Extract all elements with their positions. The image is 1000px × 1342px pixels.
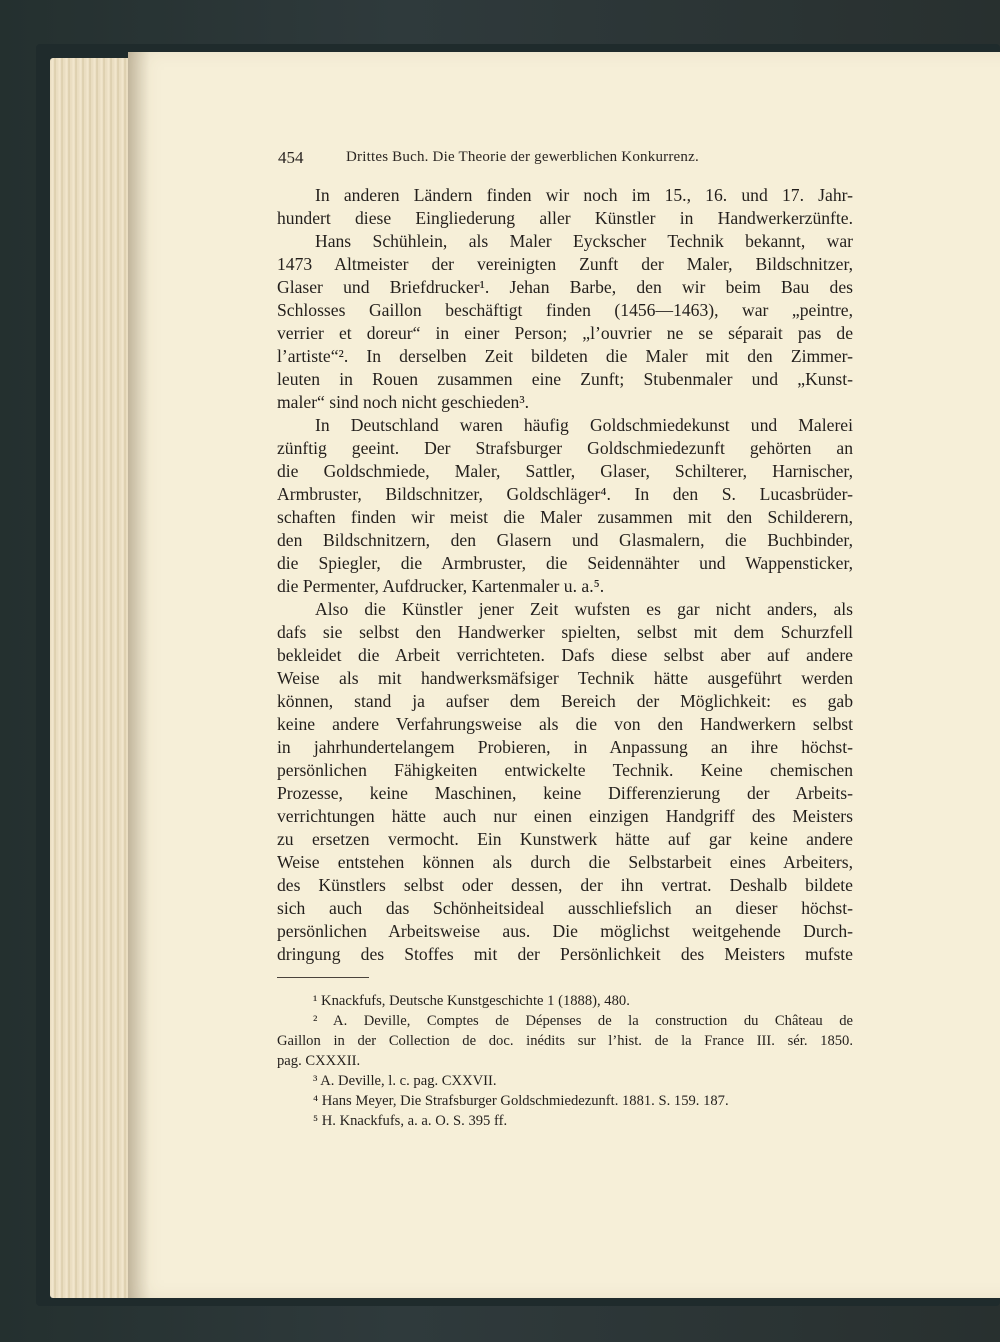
- text-line: Also die Künstler jener Zeit wufsten es gar nicht anders, als: [315, 599, 853, 619]
- footnote-line: ⁵ H. Knackfufs, a. a. O. S. 395 ff.: [313, 1113, 508, 1129]
- text-line: können, stand ja aufser dem Bereich der Möglichkeit: es gab: [277, 691, 853, 711]
- footnote-line: ¹ Knackfufs, Deutsche Kunstgeschichte 1 (1888), 480.: [313, 993, 630, 1009]
- text-line: leuten in Rouen zusammen eine Zunft; Stubenmaler und „Kunst-: [277, 369, 853, 389]
- footnote-line: ⁴ Hans Meyer, Die Strafsburger Goldschmiedezunft. 1881. S. 159. 187.: [313, 1093, 729, 1109]
- text-line: maler“ sind noch nicht geschieden³.: [277, 392, 529, 412]
- text-line: bekleidet die Arbeit verrichteten. Dafs diese selbst aber auf andere: [277, 645, 853, 665]
- text-line: hundert diese Eingliederung aller Künstler in Handwerkerzünfte.: [277, 208, 853, 228]
- running-title: Drittes Buch. Die Theorie der gewerblichen Konkurrenz.: [346, 149, 699, 165]
- text-line: Weise als mit handwerksmäfsiger Technik hätte ausgeführt werden: [277, 668, 853, 688]
- text-line: zünftig geeint. Der Strafsburger Goldschmiedezunft gehörten an: [277, 438, 853, 458]
- footnote-line: pag. CXXXII.: [277, 1053, 361, 1069]
- text-line: sich auch das Schönheitsideal ausschliefslich an dieser höchst-: [277, 898, 853, 918]
- text-line: schaften finden wir meist die Maler zusammen mit den Schilderern,: [277, 507, 853, 527]
- text-line: l’artiste“². In derselben Zeit bildeten die Maler mit den Zimmer-: [277, 346, 853, 366]
- text-line: verrier et doreur“ in einer Person; „l’ouvrier ne se séparait pas de: [277, 323, 853, 343]
- text-line: persönlichen Arbeitsweise aus. Die möglichst weitgehende Durch-: [277, 921, 853, 941]
- text-line: keine andere Verfahrungsweise als die von den Handwerkern selbst: [277, 714, 853, 734]
- text-line: dringung des Stoffes mit der Persönlichkeit des Meisters mufste: [277, 944, 853, 964]
- text-line: dafs sie selbst den Handwerker spielten, selbst mit dem Schurzfell: [277, 622, 853, 642]
- text-line: Schlosses Gaillon beschäftigt finden (1456—1463), war „peintre,: [277, 300, 853, 320]
- text-line: Armbruster, Bildschnitzer, Goldschläger⁴. In den S. Lucasbrüder-: [277, 484, 853, 504]
- page-gutter-shadow: [128, 52, 150, 1298]
- body-text: [277, 184, 853, 966]
- text-line: Prozesse, keine Maschinen, keine Differenzierung der Arbeits-: [277, 783, 853, 803]
- text-line: Weise entstehen können als durch die Selbstarbeit eines Arbeiters,: [277, 852, 853, 872]
- text-line: in jahrhundertelangem Probieren, in Anpassung an ihre höchst-: [277, 737, 853, 757]
- text-line: zu ersetzen vermocht. Ein Kunstwerk hätte auf gar keine andere: [277, 829, 853, 849]
- text-line: die Spiegler, die Armbruster, die Seidennähter und Wappensticker,: [277, 553, 853, 573]
- footnote-line: ² A. Deville, Comptes de Dépenses de la construction du Château de: [313, 1013, 853, 1029]
- text-line: In anderen Ländern finden wir noch im 15., 16. und 17. Jahr-: [315, 185, 853, 205]
- footnote-line: Gaillon in der Collection de doc. inédits sur l’hist. de la France III. sér. 1850.: [277, 1033, 853, 1049]
- text-line: persönlichen Fähigkeiten entwickelte Technik. Keine chemischen: [277, 760, 853, 780]
- text-line: den Bildschnitzern, den Glasern und Glasmalern, die Buchbinder,: [277, 530, 853, 550]
- text-line: 1473 Altmeister der vereinigten Zunft der Maler, Bildschnitzer,: [277, 254, 853, 274]
- text-line: verrichtungen hätte auch nur einen einzigen Handgriff des Meisters: [277, 806, 853, 826]
- text-line: des Künstlers selbst oder dessen, der ihn vertrat. Deshalb bildete: [277, 875, 853, 895]
- text-line: die Permenter, Aufdrucker, Kartenmaler u. a.⁵.: [277, 576, 605, 596]
- text-line: Hans Schühlein, als Maler Eyckscher Technik bekannt, war: [315, 231, 853, 251]
- running-head: [278, 148, 852, 170]
- footnotes: [277, 991, 853, 1131]
- text-line: Glaser und Briefdrucker¹. Jehan Barbe, den wir beim Bau des: [277, 277, 853, 297]
- text-line: die Goldschmiede, Maler, Sattler, Glaser, Schilterer, Harnischer,: [277, 461, 853, 481]
- text-line: In Deutschland waren häufig Goldschmiedekunst und Malerei: [315, 415, 853, 435]
- footnote-rule: [277, 977, 369, 978]
- page-stack-edges: [50, 58, 140, 1298]
- page-number: 454: [278, 148, 304, 167]
- footnote-line: ³ A. Deville, l. c. pag. CXXVII.: [313, 1073, 497, 1089]
